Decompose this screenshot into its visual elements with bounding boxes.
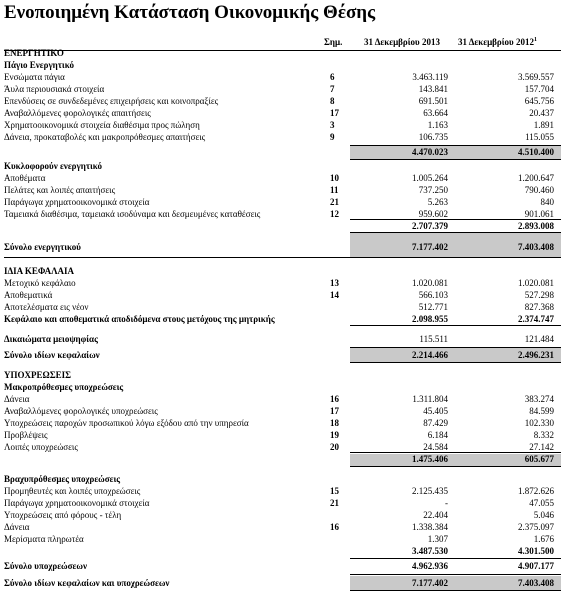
value-2013: 3.487.530 [412, 546, 448, 556]
rule-line [4, 257, 561, 258]
value-2012: 1.676 [533, 534, 554, 544]
value-2012: 2.374.747 [518, 314, 554, 324]
footnote-marker: 1 [533, 37, 537, 43]
note-column-header: Σημ. [324, 37, 343, 47]
row-label: Πάγιο Ενεργητικό [4, 60, 74, 70]
value-2012: 2.375.097 [518, 522, 554, 532]
row-label: Υποχρεώσεις παροχών προσωπικού λόγω εξόδου από την υπηρεσία [4, 418, 249, 428]
row-label: Αποθέματα [4, 173, 46, 183]
value-2013: 1.005.264 [412, 173, 448, 183]
row-label: Παράγωγα χρηματοοικονομικά στοιχεία [4, 197, 150, 207]
table-row [0, 485, 571, 497]
value-2013: 4.470.023 [412, 147, 448, 157]
value-2013: 959.602 [418, 209, 448, 219]
total-row [0, 560, 571, 572]
row-label: Μετοχικό κεφάλαιο [4, 278, 76, 288]
row-label: Δάνεια [4, 394, 30, 404]
rule-line [350, 452, 561, 453]
value-2013: 1.163 [427, 120, 448, 130]
table-row [0, 429, 571, 441]
value-2013: 22.404 [423, 510, 448, 520]
row-label: ΙΔΙΑ ΚΕΦΑΛΑΙΑ [4, 266, 75, 276]
rule-line [350, 325, 561, 326]
row-label: Σύνολο ιδίων κεφαλαίων και υποχρεώσεων [4, 578, 170, 588]
value-2013: 115.511 [419, 334, 448, 344]
table-row [0, 172, 571, 184]
row-label: Αποθεματικά [4, 290, 53, 300]
value-2012: 605.677 [524, 454, 554, 464]
value-2013: 691.501 [418, 96, 448, 106]
value-2013: 4.962.936 [412, 561, 448, 571]
value-2012: 901.061 [524, 209, 554, 219]
value-2013: 2.214.466 [412, 350, 448, 360]
table-row [0, 289, 571, 301]
row-label: Παράγωγα χρηματοοικονομικά στοιχεία [4, 498, 150, 508]
value-2013: 1.020.081 [412, 278, 448, 288]
row-note: 6 [330, 72, 335, 82]
row-label: Πελάτες και λοιπές απαιτήσεις [4, 185, 116, 195]
value-2012: 4.510.400 [518, 147, 554, 157]
rule-line [350, 145, 561, 146]
value-2013: 1.338.384 [412, 522, 448, 532]
table-row [0, 184, 571, 196]
table-row [0, 83, 571, 95]
rule-line [350, 232, 561, 233]
column-header-2013: 31 Δεκεμβρίου 2013 [364, 37, 440, 47]
value-2012: 3.569.557 [518, 72, 554, 82]
value-2012: 8.332 [533, 430, 554, 440]
total-row [0, 241, 571, 253]
value-2012: 2.496.231 [518, 350, 554, 360]
row-label: Χρηματοοικονομικά στοιχεία διαθέσιμα προς πώληση [4, 120, 200, 130]
row-note: 19 [330, 430, 339, 440]
table-row [0, 509, 571, 521]
total-row [0, 577, 571, 589]
value-2012: 645.756 [524, 96, 554, 106]
value-2013: 24.584 [423, 442, 448, 452]
value-2013: 566.103 [418, 290, 448, 300]
section-heading-row [0, 381, 571, 393]
section-heading-row [0, 59, 571, 71]
rule-line [350, 219, 561, 220]
value-2012: 383.274 [524, 394, 554, 404]
value-2012: 7.403.408 [518, 242, 554, 252]
table-row [0, 533, 571, 545]
row-note: 8 [330, 96, 335, 106]
value-2013: 7.177.402 [412, 578, 448, 588]
value-2012: 47.055 [529, 498, 554, 508]
rule-line [350, 558, 561, 559]
value-2012: 1.872.626 [518, 486, 554, 496]
section-heading-row [0, 160, 571, 172]
row-note: 21 [330, 498, 339, 508]
row-label: ΥΠΟΧΡΕΩΣΕΙΣ [4, 370, 71, 380]
value-2012: 27.142 [529, 442, 554, 452]
total-row [0, 146, 571, 158]
row-label: Αναβαλλόμενες φορολογικές υποχρεώσεις [4, 406, 158, 416]
column-header-2012-text: 31 Δεκεμβρίου 2012 [458, 37, 534, 47]
row-label: Σύνολο ιδίων κεφαλαίων [4, 350, 100, 360]
value-2012: 20.437 [529, 108, 554, 118]
value-2013: 87.429 [423, 418, 448, 428]
table-row [0, 107, 571, 119]
row-label: Αναβαλλόμενες φορολογικές απαιτήσεις [4, 108, 151, 118]
section-heading-row [0, 473, 571, 485]
row-note: 13 [330, 278, 339, 288]
row-label: Δάνεια [4, 522, 30, 532]
value-2012: 4.301.500 [518, 546, 554, 556]
table-row [0, 393, 571, 405]
value-2013: 7.177.402 [412, 242, 448, 252]
row-label: Σύνολο ενεργητικού [4, 242, 81, 252]
section-heading-row [0, 333, 571, 345]
row-note: 20 [330, 442, 339, 452]
value-2012: 5.046 [533, 510, 554, 520]
value-2013: 63.664 [423, 108, 448, 118]
value-2013: 512.771 [418, 302, 448, 312]
table-row [0, 417, 571, 429]
value-2012: 121.484 [524, 334, 554, 344]
row-note: 9 [330, 132, 335, 142]
section-heading-row [0, 369, 571, 381]
value-2012: 4.907.177 [518, 561, 554, 571]
total-row [0, 349, 571, 361]
row-label: Λοιπές υποχρεώσεις [4, 442, 78, 452]
total-row [0, 545, 571, 557]
column-header-2012 [458, 37, 537, 47]
value-2013: - [445, 498, 448, 508]
value-2013: 143.841 [418, 84, 448, 94]
table-row [0, 521, 571, 533]
rule-line [350, 347, 561, 348]
rule-line [350, 574, 561, 575]
table-row [0, 95, 571, 107]
value-2013: 3.463.119 [412, 72, 448, 82]
value-2012: 115.055 [525, 132, 554, 142]
table-row [0, 119, 571, 131]
row-note: 16 [330, 394, 339, 404]
table-row [0, 277, 571, 289]
row-note: 21 [330, 197, 339, 207]
row-note: 16 [330, 522, 339, 532]
section-heading-row [0, 47, 571, 59]
table-row [0, 497, 571, 509]
value-2012: 827.368 [524, 302, 554, 312]
value-2012: 1.891 [533, 120, 554, 130]
row-label: Ενσώματα πάγια [4, 72, 65, 82]
row-label: Άυλα περιουσιακά στοιχεία [4, 84, 105, 94]
table-row [0, 131, 571, 143]
rule-line [350, 362, 561, 363]
total-row [0, 313, 571, 325]
value-2012: 790.460 [524, 185, 554, 195]
value-2012: 1.200.647 [518, 173, 554, 183]
value-2012: 527.298 [524, 290, 554, 300]
row-label: ΕΝΕΡΓΗΤΙΚΟ [4, 48, 64, 58]
section-heading-row [0, 265, 571, 277]
table-row [0, 405, 571, 417]
total-row [0, 453, 571, 465]
value-2013: 2.707.379 [412, 221, 448, 231]
rule-line [350, 466, 561, 467]
value-2012: 157.704 [524, 84, 554, 94]
value-2012: 2.893.008 [518, 221, 554, 231]
table-row [0, 196, 571, 208]
row-note: 18 [330, 418, 339, 428]
value-2013: 1.307 [427, 534, 448, 544]
row-label: Δάνεια, προκαταβολές και μακροπρόθεσμες απαιτήσεις [4, 132, 206, 142]
value-2012: 7.403.408 [518, 578, 554, 588]
row-label: Κυκλοφορούν ενεργητικό [4, 161, 102, 171]
row-label: Ταμειακά διαθέσιμα, ταμειακά ισοδύναμα και δεσμευμένες καταθέσεις [4, 209, 261, 219]
value-2013: 5.263 [427, 197, 448, 207]
row-label: Κεφάλαιο και αποθεματικά αποδιδόμενα στους μετόχους της μητρικής [4, 314, 275, 324]
row-label: Μερίσματα πληρωτέα [4, 534, 84, 544]
row-note: 11 [330, 185, 339, 195]
row-note: 14 [330, 290, 339, 300]
value-2013: 2.098.955 [412, 314, 448, 324]
page-title: Ενοποιημένη Κατάσταση Οικονομικής Θέσης [4, 2, 376, 23]
total-row [0, 220, 571, 232]
table-row [0, 301, 571, 313]
value-2013: 2.125.435 [412, 486, 448, 496]
row-label: Δικαιώματα μειοψηφίας [4, 334, 98, 344]
row-label: Υποχρεώσεις από φόρους - τέλη [4, 510, 122, 520]
value-2012: 1.020.081 [518, 278, 554, 288]
value-2012: 102.330 [524, 418, 554, 428]
value-2013: 1.311.804 [412, 394, 448, 404]
value-2012: 84.599 [529, 406, 554, 416]
row-label: Βραχυπρόθεσμες υποχρεώσεις [4, 474, 121, 484]
row-label: Επενδύσεις σε συνδεδεμένες επιχειρήσεις και κοινοπραξίες [4, 96, 219, 106]
row-note: 15 [330, 486, 339, 496]
value-2012: 840 [540, 197, 554, 207]
row-label: Μακροπρόθεσμες υποχρεώσεις [4, 382, 124, 392]
value-2013: 737.250 [418, 185, 448, 195]
row-note: 17 [330, 406, 339, 416]
row-label: Προβλέψεις [4, 430, 48, 440]
row-note: 10 [330, 173, 339, 183]
row-note: 17 [330, 108, 339, 118]
value-2013: 1.475.406 [412, 454, 448, 464]
row-note: 7 [330, 84, 335, 94]
table-row [0, 71, 571, 83]
row-label: Προμηθευτές και λοιπές υποχρεώσεις [4, 486, 141, 496]
value-2013: 106.735 [418, 132, 448, 142]
rule-line [350, 590, 561, 591]
row-note: 3 [330, 120, 335, 130]
value-2013: 45.405 [423, 406, 448, 416]
row-label: Σύνολο υποχρεώσεων [4, 561, 87, 571]
row-label: Αποτελέσματα εις νέον [4, 302, 89, 312]
rule-line [350, 159, 561, 160]
value-2013: 6.184 [427, 430, 448, 440]
row-note: 12 [330, 209, 339, 219]
